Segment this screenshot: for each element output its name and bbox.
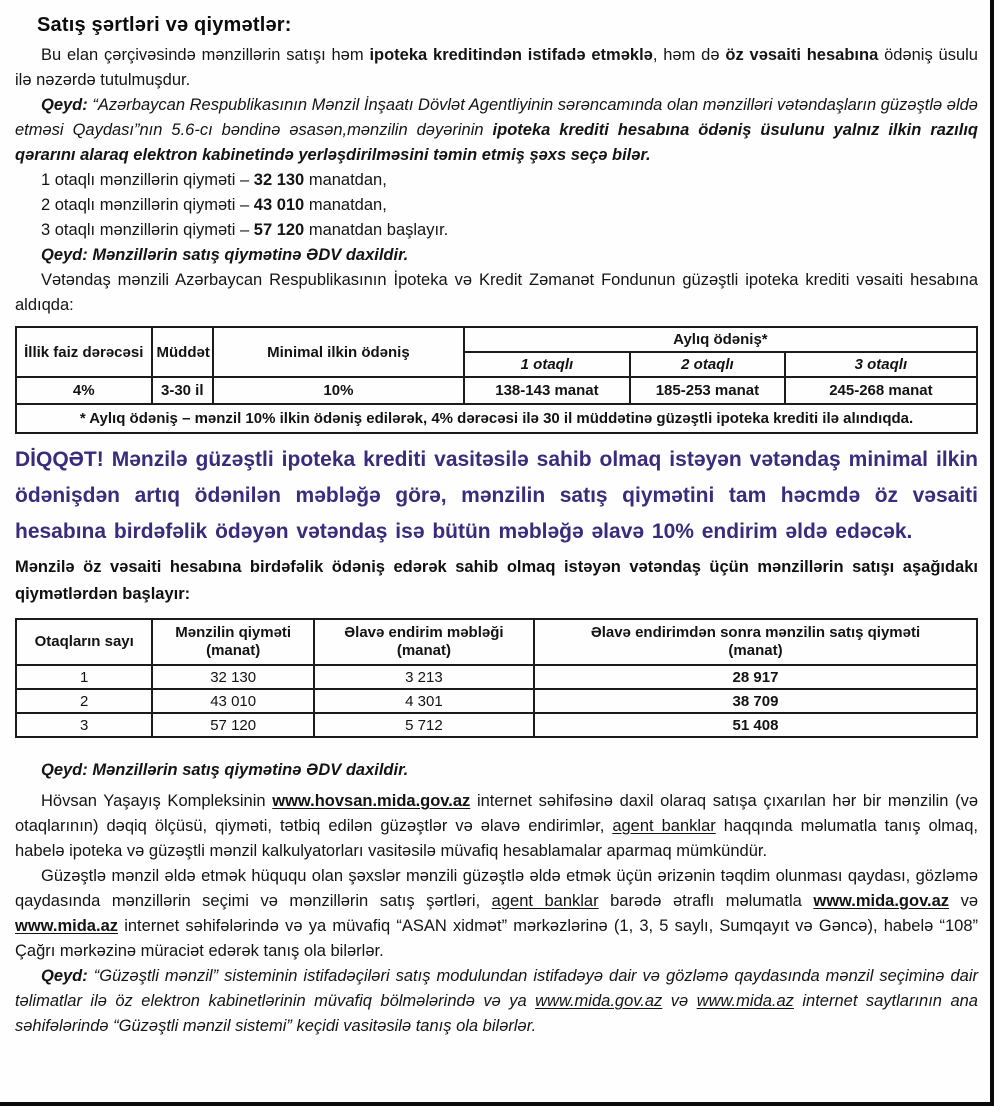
paragraph-note-rule: [15, 93, 978, 168]
link-url[interactable]: www.mida.az: [696, 992, 794, 1010]
header-title: Əlavə endirim məbləği: [344, 624, 504, 641]
text-segment: 32 130: [253, 171, 305, 189]
text-segment: barədə ətraflı məlumatla: [598, 892, 814, 910]
cell-price: 43 010: [152, 689, 313, 713]
text-segment: ödəniş üsulu ilə nəzərdə tutulmuşdur.: [15, 46, 978, 89]
header-unit: (manat): [728, 642, 783, 659]
text-segment: DİQQƏT! Mənzilə güzəştli ipoteka krediti vasitəsilə sahib olmaq istəyən vətəndaş minimal ilkin ödənişdən artıq ödənilən məbləğə görə, mənzilin satış qiymətini tam həcmdə öz vəsaiti hesabına birdəfəlik ödəyən vətəndaş isə bütün məbləğə əlavə 10% endirim əldə edəcək.: [15, 448, 978, 543]
header-title: Mənzilin qiyməti: [175, 624, 292, 641]
header-monthly-payment-group: Aylıq ödəniş*: [464, 327, 977, 352]
cell-discount: 3 213: [314, 665, 534, 689]
header-title: Otaqların sayı: [34, 633, 134, 650]
table-header-row: [16, 619, 977, 665]
header-unit: (manat): [206, 642, 261, 659]
header-annual-interest: İllik faiz dərəcəsi: [16, 327, 152, 377]
text-segment: “Azərbaycan Respublikasının Mənzil İnşaatı Dövlət Agentliyinin sərəncamında olan mənzilləri vətəndaşların güzəştlə əldə etməsi Qaydası”nın 5.6-cı bəndinə əsasən,mənzilin dəyərinin: [15, 96, 978, 139]
text-segment: Qeyd:: [41, 96, 93, 114]
text-segment: manatdan başlayır.: [304, 221, 449, 239]
header-unit: (manat): [396, 642, 451, 659]
table-header-row: [16, 327, 977, 352]
cell-final-price: 51 408: [534, 713, 977, 737]
text-segment: haqqında məlumatla tanış olmaq, habelə ipoteka və güzəştli mənzil kalkulyatorları vasitəsilə müvafiq hesablamalar aparmaq mümkündür.: [15, 817, 978, 860]
text-segment: Qeyd: Mənzillərin satış qiymətinə ƏDV daxildir.: [41, 761, 409, 779]
mortgage-terms-table: [15, 326, 978, 434]
text-segment: və: [949, 892, 978, 910]
text-segment: öz vəsaiti hesabına: [725, 46, 879, 64]
cell-price: 32 130: [152, 665, 313, 689]
text-segment: “Güzəştli mənzil” sisteminin istifadəçiləri satış modulundan istifadəyə dair və gözləmə qaydasında mənzil seçiminə dair təlimatlar ilə öz elektron kabinetlərinin müvafiq bölmələrində və ya: [15, 967, 978, 1010]
subheader-2-room: 2 otaqlı: [630, 352, 785, 377]
subheader-3-room: 3 otaqlı: [785, 352, 977, 377]
header-title: Əlavə endirimdən sonra mənzilin satış qiyməti: [590, 624, 921, 641]
text-segment: internet səhifəsinə daxil olaraq satışa çıxarılan hər bir mənzilin (və otaqlarının) dəqiq ölçüsü, qiyməti, tətbiq edilən güzəştlər və əlavə endirimlər,: [15, 792, 979, 835]
cell-discount: 4 301: [314, 689, 534, 713]
text-segment: və: [662, 992, 697, 1010]
text-segment: 57 120: [253, 221, 305, 239]
text-segment: agent banklar: [612, 817, 716, 835]
paragraph-fund-intro: [15, 268, 978, 318]
text-segment: Güzəştlə mənzil əldə etmək hüququ olan şəxslər mənzili güzəştlə əldə etmək üçün ərizənin təqdim olunması qaydası, gözləmə qaydasında mənzillərin seçimi və mənzillərin satış şərtləri,: [15, 867, 978, 910]
cell-monthly-2room: 185-253 manat: [630, 377, 785, 404]
table-row: [16, 689, 977, 713]
price-line-2-room: [15, 193, 978, 218]
cell-final-price: 38 709: [534, 689, 977, 713]
price-line-1-room: [15, 168, 978, 193]
header-price-after-discount: [534, 619, 977, 665]
text-segment: manatdan,: [304, 196, 387, 214]
cell-price: 57 120: [152, 713, 313, 737]
note-vat-1: [15, 243, 978, 268]
text-segment: 2 otaqlı mənzillərin qiyməti –: [41, 196, 254, 214]
header-room-count: [16, 619, 152, 665]
table-footnote-row: [16, 404, 977, 433]
link-url[interactable]: www.mida.az: [15, 917, 118, 935]
text-segment: internet səhifələrində və ya müvafiq “ASAN xidmət” mərkəzlərinə (1, 3, 5 saylı, Sumqayıt və Gəncə), habelə “108” Çağrı mərkəzinə müraciət edərək tanış ola bilərlər.: [15, 917, 978, 960]
text-segment: internet saytlarının ana səhifələrində “Güzəştli mənzil sistemi” keçidi vasitəsilə tanış ola bilərlər.: [15, 992, 978, 1035]
subheader-1-room: 1 otaqlı: [464, 352, 630, 377]
note-vat-2: [15, 758, 978, 783]
header-min-initial-payment: Minimal ilkin ödəniş: [213, 327, 464, 377]
text-segment: ipoteka krediti hesabına ödəniş üsulunu yalnız ilkin razılıq qərarını alaraq elektron kabinetində yerləşdirilməsini təmin etmiş şəxs seçə bilər.: [15, 121, 978, 164]
paragraph-website-info: [15, 789, 978, 864]
link-url[interactable]: www.mida.gov.az: [813, 892, 950, 910]
table-footnote: * Aylıq ödəniş – mənzil 10% ilkin ödəniş edilərək, 4% dərəcəsi ilə 30 il müddətinə güzəştli ipoteka krediti ilə alındıqda.: [16, 404, 977, 433]
table-values-row: [16, 377, 977, 404]
header-term: Müddət: [152, 327, 214, 377]
link-url[interactable]: www.hovsan.mida.gov.az: [272, 792, 471, 810]
link-url[interactable]: www.mida.gov.az: [535, 992, 663, 1010]
text-segment: ipoteka kreditindən istifadə etməklə: [369, 46, 653, 64]
table-row: [16, 713, 977, 737]
text-segment: 1 otaqlı mənzillərin qiyməti –: [41, 171, 254, 189]
text-segment: agent banklar: [491, 892, 599, 910]
paragraph-cash-intro: [15, 554, 978, 608]
text-segment: 43 010: [253, 196, 305, 214]
text-segment: Hövsan Yaşayış Kompleksinin: [41, 792, 273, 810]
cell-min-payment: 10%: [213, 377, 464, 404]
attention-paragraph: [15, 442, 978, 550]
text-segment: Vətəndaş mənzili Azərbaycan Respublikasının İpoteka və Kredit Zəmanət Fondunun güzəştli ipoteka krediti vəsaiti hesabına aldıqda:: [15, 271, 978, 314]
cell-monthly-3room: 245-268 manat: [785, 377, 977, 404]
page-title: Satış şərtləri və qiymətlər:: [37, 14, 292, 36]
text-segment: Bu elan çərçivəsində mənzillərin satışı həm: [41, 46, 370, 64]
cell-room-count: 2: [16, 689, 152, 713]
cell-term: 3-30 il: [152, 377, 214, 404]
cell-monthly-1room: 138-143 manat: [464, 377, 630, 404]
paragraph-application-info: [15, 864, 978, 964]
text-segment: manatdan,: [304, 171, 387, 189]
cash-discount-table: [15, 618, 978, 738]
cell-interest: 4%: [16, 377, 152, 404]
price-line-3-room: [15, 218, 978, 243]
paragraph-intro: [15, 43, 978, 93]
cell-final-price: 28 917: [534, 665, 977, 689]
cell-room-count: 3: [16, 713, 152, 737]
text-segment: Qeyd:: [41, 967, 94, 985]
text-segment: Qeyd: Mənzillərin satış qiymətinə ƏDV daxildir.: [41, 246, 409, 264]
text-segment: Mənzilə öz vəsaiti hesabına birdəfəlik ödəniş edərək sahib olmaq istəyən vətəndaş üçün mənzillərin satışı aşağıdakı qiymətlərdən başlayır:: [15, 558, 978, 603]
text-segment: , həm də: [652, 46, 726, 64]
paragraph-note-system: [15, 964, 978, 1039]
text-segment: 3 otaqlı mənzillərin qiyməti –: [41, 221, 254, 239]
cell-room-count: 1: [16, 665, 152, 689]
table-row: [16, 665, 977, 689]
header-apartment-price: [152, 619, 313, 665]
cell-discount: 5 712: [314, 713, 534, 737]
header-extra-discount: [314, 619, 534, 665]
